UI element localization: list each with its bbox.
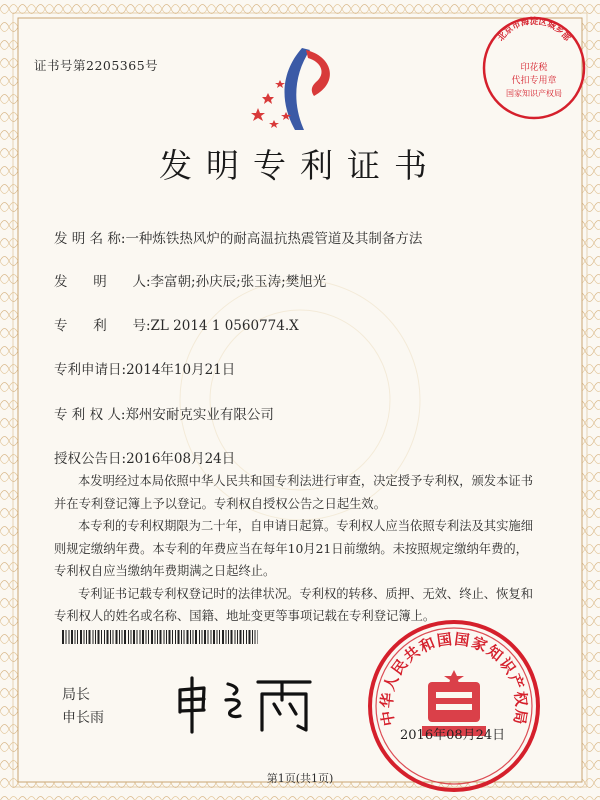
certificate-number: 证书号第2205365号 — [34, 58, 159, 73]
certificate-body-text — [54, 470, 554, 628]
small-seal-line3: 代扣专用章 — [511, 76, 557, 86]
seal-text: 中华人民共和国国家知识产权局 — [377, 629, 531, 728]
body-line: 专利权人的姓名或名称、国籍、地址变更等事项记载在专利登记簿上。 — [54, 609, 436, 623]
field-inventors — [54, 270, 326, 290]
inventors-label: 发 明 人: — [54, 274, 151, 290]
certificate-title: 发明专利证书 — [159, 146, 441, 185]
small-seal-line2: 印花税 — [520, 63, 548, 73]
body-line: 并在专利登记簿上予以登记。专利权自授权公告之日起生效。 — [54, 496, 387, 511]
small-seal-arc-text: 北京市海淀区城乡部 — [496, 16, 572, 44]
page-number: 第1页(共1页) — [266, 772, 334, 785]
field-patent-number — [54, 314, 299, 334]
field-patentee — [54, 403, 274, 423]
patentee-label: 专 利 权 人: — [54, 407, 126, 423]
filing-date-value: 2014年10月21日 — [126, 362, 236, 378]
small-seal-line4: 国家知识产权局 — [506, 89, 562, 98]
barcode — [62, 630, 258, 644]
field-filing-date — [54, 358, 235, 378]
issue-date: 2016年08月24日 — [400, 728, 506, 743]
announcement-date-value: 2016年08月24日 — [126, 451, 236, 467]
body-line: 专利权自应当缴纳年费期满之日起终止。 — [54, 564, 276, 578]
body-line: 本专利的专利权期限为二十年，自申请日起算。专利权人应当依照专利法及其实施细 — [78, 519, 533, 533]
body-line: 则规定缴纳年费。本专利的年费应当在每年10月21日前缴纳。未按照规定缴纳年费的， — [54, 541, 528, 556]
filing-date-label: 专利申请日: — [54, 362, 127, 378]
svg-text:北京市海淀区城乡部 — [495, 16, 573, 44]
patent-number-label: 专 利 号: — [54, 318, 151, 334]
body-line: 专利证书记载专利权登记时的法律状况。专利权的转移、质押、无效、终止、恢复和 — [78, 586, 533, 601]
announcement-date-label: 授权公告日: — [54, 451, 127, 467]
stamp-duty-seal — [480, 14, 588, 122]
patent-number-value: ZL 2014 1 0560774.X — [150, 318, 299, 334]
field-announcement-date — [54, 447, 235, 467]
invention-name-label: 发 明 名 称: — [54, 231, 126, 247]
body-line: 本发明经过本局依照中华人民共和国专利法进行审查，决定授予专利权，颁发本证书 — [78, 474, 533, 488]
field-invention-name — [54, 227, 422, 247]
director-name: 申长雨 — [62, 710, 104, 726]
official-seal — [366, 618, 542, 794]
director-title: 局长 — [62, 687, 90, 703]
handwritten-signature — [170, 660, 320, 740]
inventors-value: 李富朝;孙庆辰;张玉涛;樊旭光 — [150, 274, 327, 290]
patent-office-emblem-icon — [240, 38, 350, 138]
patentee-value: 郑州安耐克实业有限公司 — [125, 407, 274, 423]
invention-name-value: 一种炼铁热风炉的耐高温抗热震管道及其制备方法 — [125, 231, 423, 247]
